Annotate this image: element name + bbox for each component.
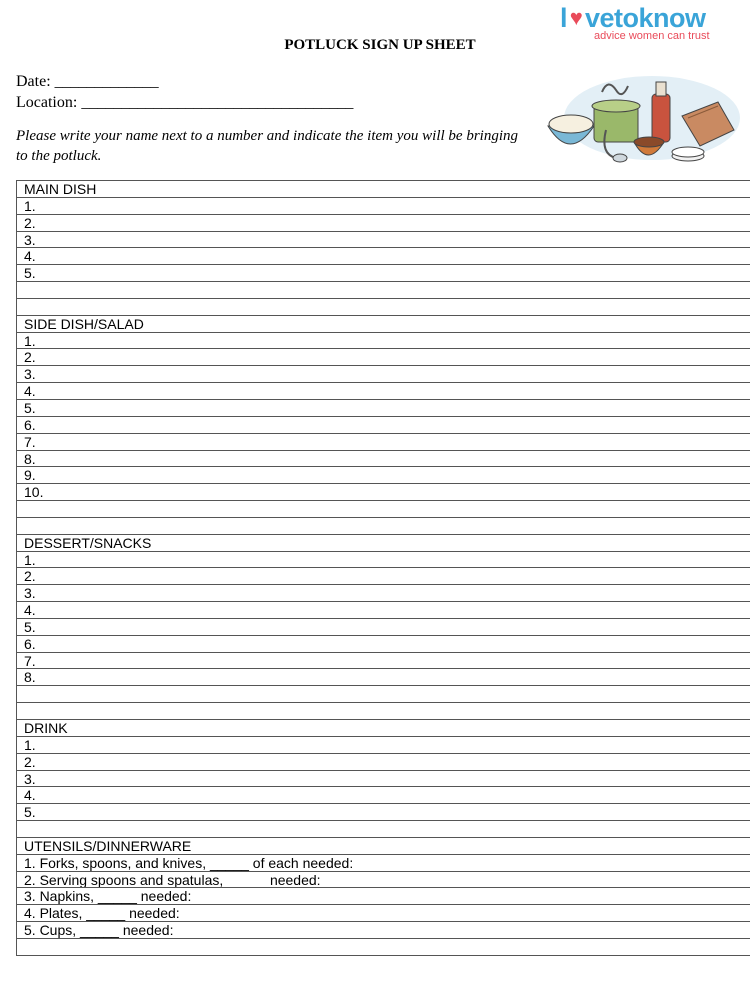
signup-row: 3. [17, 585, 750, 602]
signup-row: 3. [17, 366, 750, 383]
signup-row: 6. [17, 417, 750, 434]
signup-row: 9. [17, 467, 750, 484]
signup-row: 4. Plates, _____ needed: [17, 905, 750, 922]
signup-row: 5. [17, 804, 750, 821]
signup-row: 2. [17, 349, 750, 366]
signup-row [17, 939, 750, 956]
signup-row: 1. Forks, spoons, and knives, _____ of each needed: [17, 855, 750, 872]
logo-word-rest: vetoknow [585, 3, 706, 33]
signup-row [17, 282, 750, 299]
signup-row: 7. [17, 653, 750, 670]
signup-row: 1. [17, 333, 750, 350]
signup-row: 5. Cups, _____ needed: [17, 922, 750, 939]
section-header-row: SIDE DISH/SALAD [17, 316, 750, 333]
logo-letter-l: l [560, 3, 568, 33]
section-header-row: MAIN DISH [17, 181, 750, 198]
signup-row: 1. [17, 552, 750, 569]
signup-row: 3. Napkins, _____ needed: [17, 888, 750, 905]
signup-table [16, 180, 750, 956]
date-field-line: Date: _____________ [16, 73, 159, 90]
signup-row: 7. [17, 434, 750, 451]
signup-row: 8. [17, 451, 750, 468]
signup-row [17, 686, 750, 703]
signup-row [17, 501, 750, 518]
signup-row: 2. [17, 754, 750, 771]
signup-row: 5. [17, 400, 750, 417]
signup-row [17, 821, 750, 838]
heart-icon: ♥ [569, 5, 583, 30]
signup-row: 1. [17, 198, 750, 215]
signup-row: 4. [17, 787, 750, 804]
potluck-food-illustration [542, 72, 742, 172]
logo-wordmark [560, 4, 730, 32]
location-field-line: Location: __________________________________ [16, 94, 354, 111]
signup-row [17, 518, 750, 535]
signup-row: 5. [17, 265, 750, 282]
section-header-row: DRINK [17, 720, 750, 737]
logo-tagline: advice women can trust [594, 30, 710, 42]
signup-row: 8. [17, 669, 750, 686]
signup-row: 2. [17, 568, 750, 585]
signup-row: 10. [17, 484, 750, 501]
signup-row: 2. Serving spoons and spatulas, _____ needed: [17, 872, 750, 889]
signup-row: 3. [17, 232, 750, 249]
signup-row: 6. [17, 636, 750, 653]
section-header-row: DESSERT/SNACKS [17, 535, 750, 552]
signup-row: 1. [17, 737, 750, 754]
signup-row: 4. [17, 248, 750, 265]
signup-row [17, 703, 750, 720]
page-title: POTLUCK SIGN UP SHEET [284, 37, 476, 53]
signup-row: 3. [17, 771, 750, 788]
signup-row: 5. [17, 619, 750, 636]
instructions-text: Please write your name next to a number and indicate the item you will be bringing to the potluck. [16, 128, 518, 164]
signup-row: 4. [17, 383, 750, 400]
signup-row: 4. [17, 602, 750, 619]
section-header-row: UTENSILS/DINNERWARE [17, 838, 750, 855]
signup-row [17, 299, 750, 316]
signup-row: 2. [17, 215, 750, 232]
